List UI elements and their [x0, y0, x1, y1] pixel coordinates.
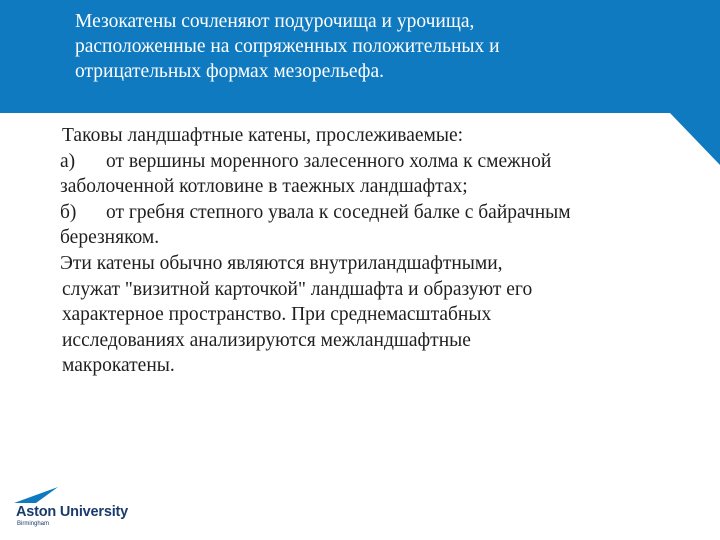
slide-title — [75, 9, 675, 84]
aston-swoosh-icon — [14, 487, 60, 505]
logo-name: Aston University — [16, 504, 129, 520]
list-item-text: от гребня степного увала к соседней балке с байрачным — [106, 201, 571, 223]
intro-line: Таковы ландшафтные катены, прослеживаемые: — [62, 125, 464, 146]
list-item-text: от вершины моренного залесенного холма к смежной — [106, 150, 552, 172]
paragraph-line: характерное пространство. При среднемасштабных — [62, 304, 492, 326]
list-item-b — [60, 200, 700, 226]
list-marker: б) — [60, 201, 77, 223]
logo-city: Birmingham — [17, 521, 50, 527]
slide-body — [60, 123, 700, 379]
aston-university-logo — [14, 487, 129, 529]
paragraph-line: служат "визитной карточкой" ландшафта и образуют его — [62, 278, 533, 300]
list-item-a — [60, 149, 700, 175]
paragraph-line: исследованиях анализируются межландшафтные — [62, 329, 471, 351]
paragraph-line: макрокатены. — [62, 355, 175, 377]
title-line: расположенные на сопряженных положительных и — [75, 36, 500, 57]
list-item-b-continuation: березняком. — [60, 227, 160, 249]
title-line: отрицательных формах мезорельефа. — [75, 61, 384, 82]
title-banner — [0, 0, 720, 113]
list-item-a-continuation: заболоченной котловине в таежных ландшафтах; — [60, 176, 468, 198]
title-line: Мезокатены сочленяют подурочища и урочища, — [75, 11, 475, 32]
paragraph-line: Эти катены обычно являются внутриландшафтными, — [60, 252, 503, 274]
list-marker: а) — [60, 150, 76, 172]
